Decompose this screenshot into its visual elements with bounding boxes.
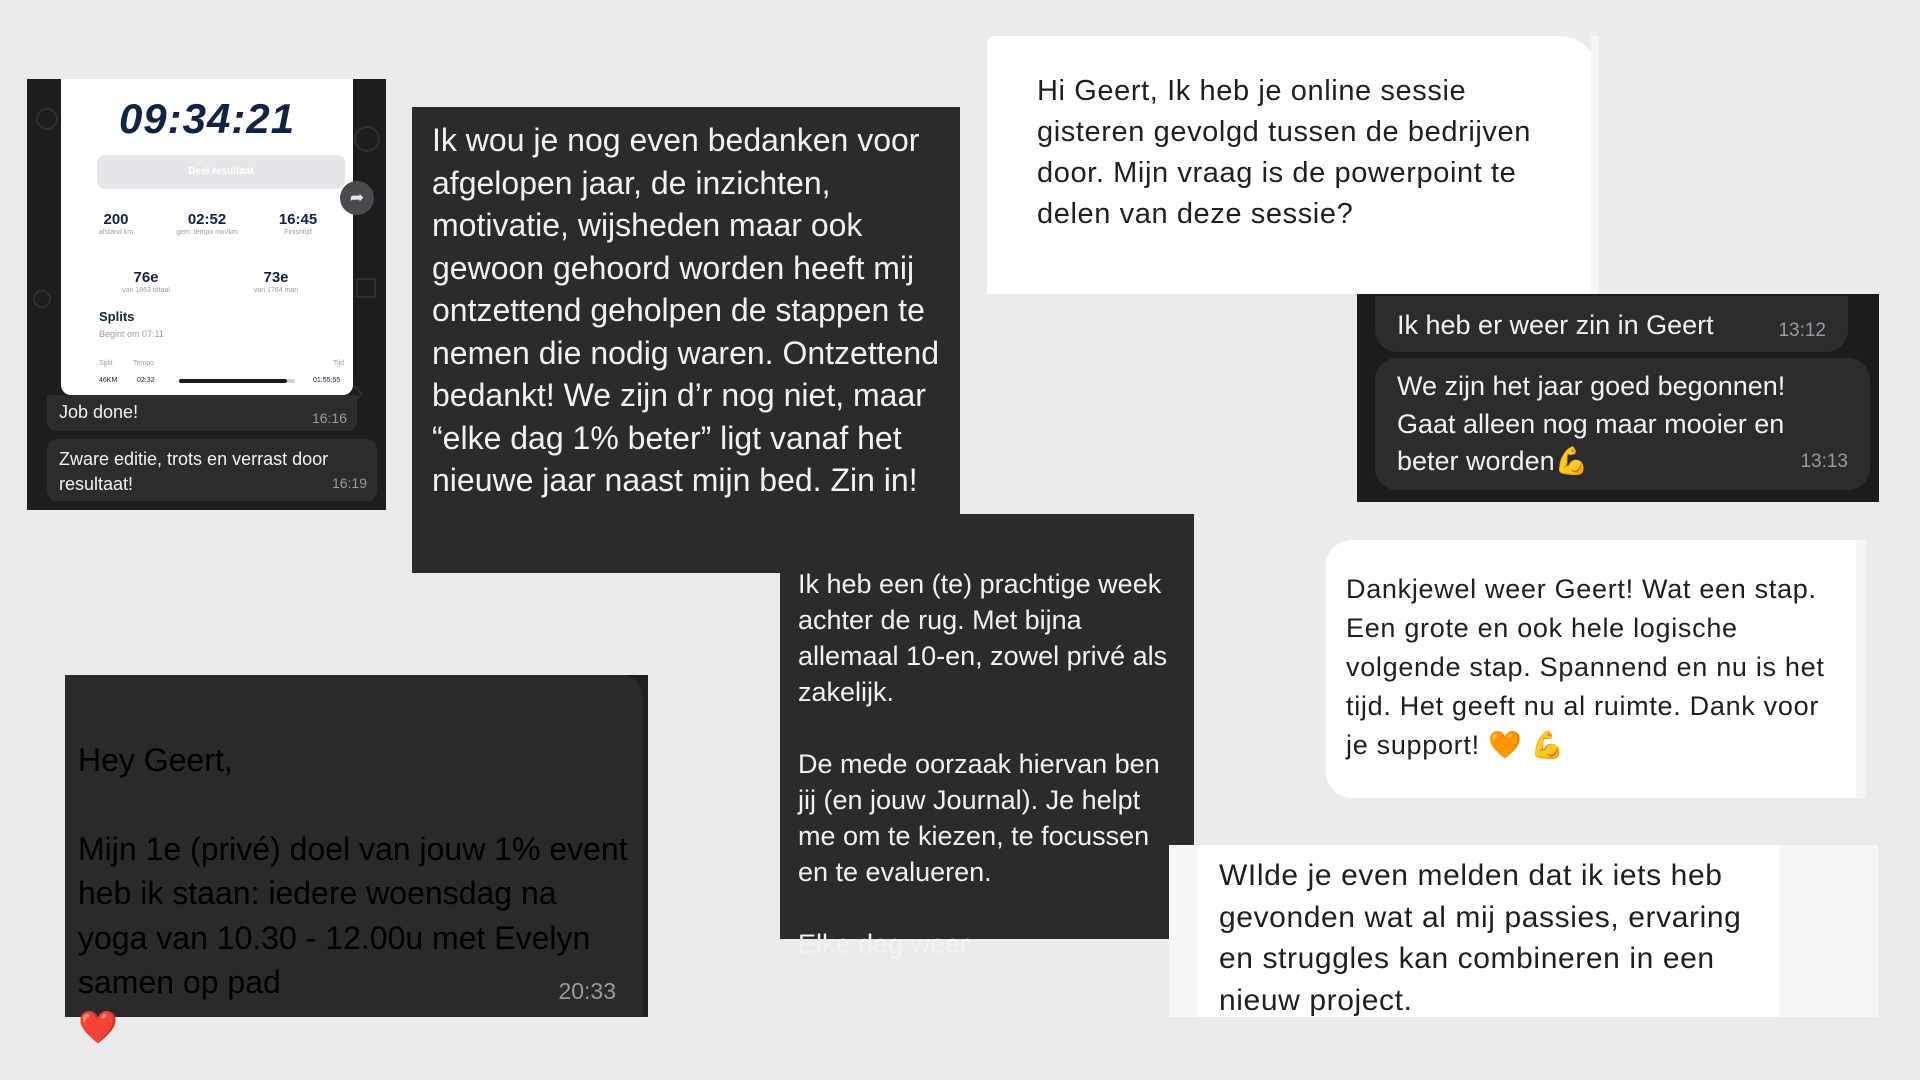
message-bubble bbox=[47, 395, 357, 431]
col-tempo: Tempo bbox=[133, 360, 155, 367]
testimonial-goal bbox=[65, 675, 648, 1045]
finish-time: 09:34:21 bbox=[118, 95, 296, 142]
testimonial-thanks bbox=[412, 107, 960, 573]
message-bubble bbox=[65, 675, 643, 1045]
message-time: 13:12 bbox=[1778, 320, 1826, 341]
stat-rank-men: 73e van 1764 man bbox=[253, 269, 299, 294]
message-text: We zijn het jaar goed begonnen! Gaat alleen nog maar mooier en beter worden💪 bbox=[1397, 371, 1786, 476]
result-panel bbox=[61, 79, 353, 395]
stat-finish: 16:45 Finishtijd bbox=[278, 211, 318, 236]
message-time: 16:19 bbox=[331, 475, 367, 491]
testimonial-next-step bbox=[1326, 540, 1866, 798]
message-text: Zware editie, trots en verrast door resultaat! bbox=[59, 449, 329, 494]
message-time: 16:16 bbox=[311, 410, 347, 426]
message-text: Dankjewel weer Geert! Wat een stap. Een grote en ook hele logische volgende stap. Spannend en nu is het tijd. Het geeft nu al ruimte. Dank voor je support! 🧡 💪 bbox=[1346, 574, 1825, 760]
stat-pace: 02:52 gem. tempo min/km bbox=[176, 211, 238, 236]
message-time: 13:13 bbox=[1800, 450, 1848, 472]
testimonial-powerpoint bbox=[987, 36, 1599, 294]
stat-distance: 200 afstand km bbox=[98, 211, 134, 236]
share-result-button[interactable]: Deel resultaat bbox=[97, 155, 345, 189]
card-edge bbox=[1856, 540, 1866, 798]
card-edge bbox=[1591, 36, 1599, 294]
testimonial-text: Ik wou je nog even bedanken voor afgelopen jaar, de inzichten, motivatie, wijsheden maar ook gewoon gehoord worden heeft mij ontzettend geholpen de stappen te nemen die nodig waren. Ontzettend bedankt! We zijn d’r nog niet, maar “elke dag 1% beter” ligt vanaf het nieuwe jaar naast mijn bed. Zin in! bbox=[432, 122, 939, 498]
split-tempo: 02:32 bbox=[137, 377, 155, 384]
race-result-screenshot bbox=[27, 79, 386, 510]
message-bubble bbox=[1375, 296, 1848, 352]
splits-title: Splits bbox=[99, 309, 135, 324]
col-time: Tijd bbox=[333, 360, 345, 367]
message-text: WIlde je even melden dat ik iets heb gevonden wat al mij passies, ervaring en struggles kan combineren in een nieuw project. bbox=[1219, 859, 1742, 1017]
message-text: Ik heb er weer zin in Geert bbox=[1397, 310, 1714, 340]
message-text: Hi Geert, Ik heb je online sessie gisteren gevolgd tussen de bedrijven door. Mijn vraag is de powerpoint te delen van deze sessie? bbox=[1037, 75, 1531, 230]
forward-icon[interactable]: ➦ bbox=[340, 181, 374, 215]
split-time: 01:55:55 bbox=[313, 377, 341, 384]
message-text: Hey Geert, Mijn 1e (privé) doel van jouw 1% event heb ik staan: iedere woensdag na yoga van 10.30 - 12.00u met Evelyn samen op pad ❤️ bbox=[78, 741, 628, 1045]
testimonial-week bbox=[780, 514, 1194, 959]
message-bubble bbox=[1375, 358, 1870, 490]
card-edge bbox=[1169, 845, 1197, 1017]
split-bar-rest bbox=[287, 379, 295, 383]
card-edge bbox=[1779, 845, 1878, 1017]
chat-screenshot bbox=[1357, 294, 1879, 502]
col-split: Split bbox=[99, 360, 113, 367]
stat-rank-total: 76e van 1863 totaal bbox=[122, 269, 170, 294]
split-distance: 46KM bbox=[99, 377, 118, 384]
message-text: Job done! bbox=[59, 402, 139, 422]
splits-start: Begint om 07:11 bbox=[99, 329, 164, 339]
split-bar bbox=[179, 379, 287, 383]
testimonial-text: Ik heb een (te) prachtige week achter de rug. Met bijna allemaal 10-en, zowel privé als zakelijk. De mede oorzaak hiervan ben jij (en jouw Journal). Je helpt me om te kiezen, te focussen en te evalueren. Elke dag weer. bbox=[798, 569, 1168, 959]
testimonial-project bbox=[1169, 845, 1878, 1017]
message-bubble bbox=[47, 439, 377, 501]
message-time: 20:33 bbox=[558, 978, 616, 1004]
